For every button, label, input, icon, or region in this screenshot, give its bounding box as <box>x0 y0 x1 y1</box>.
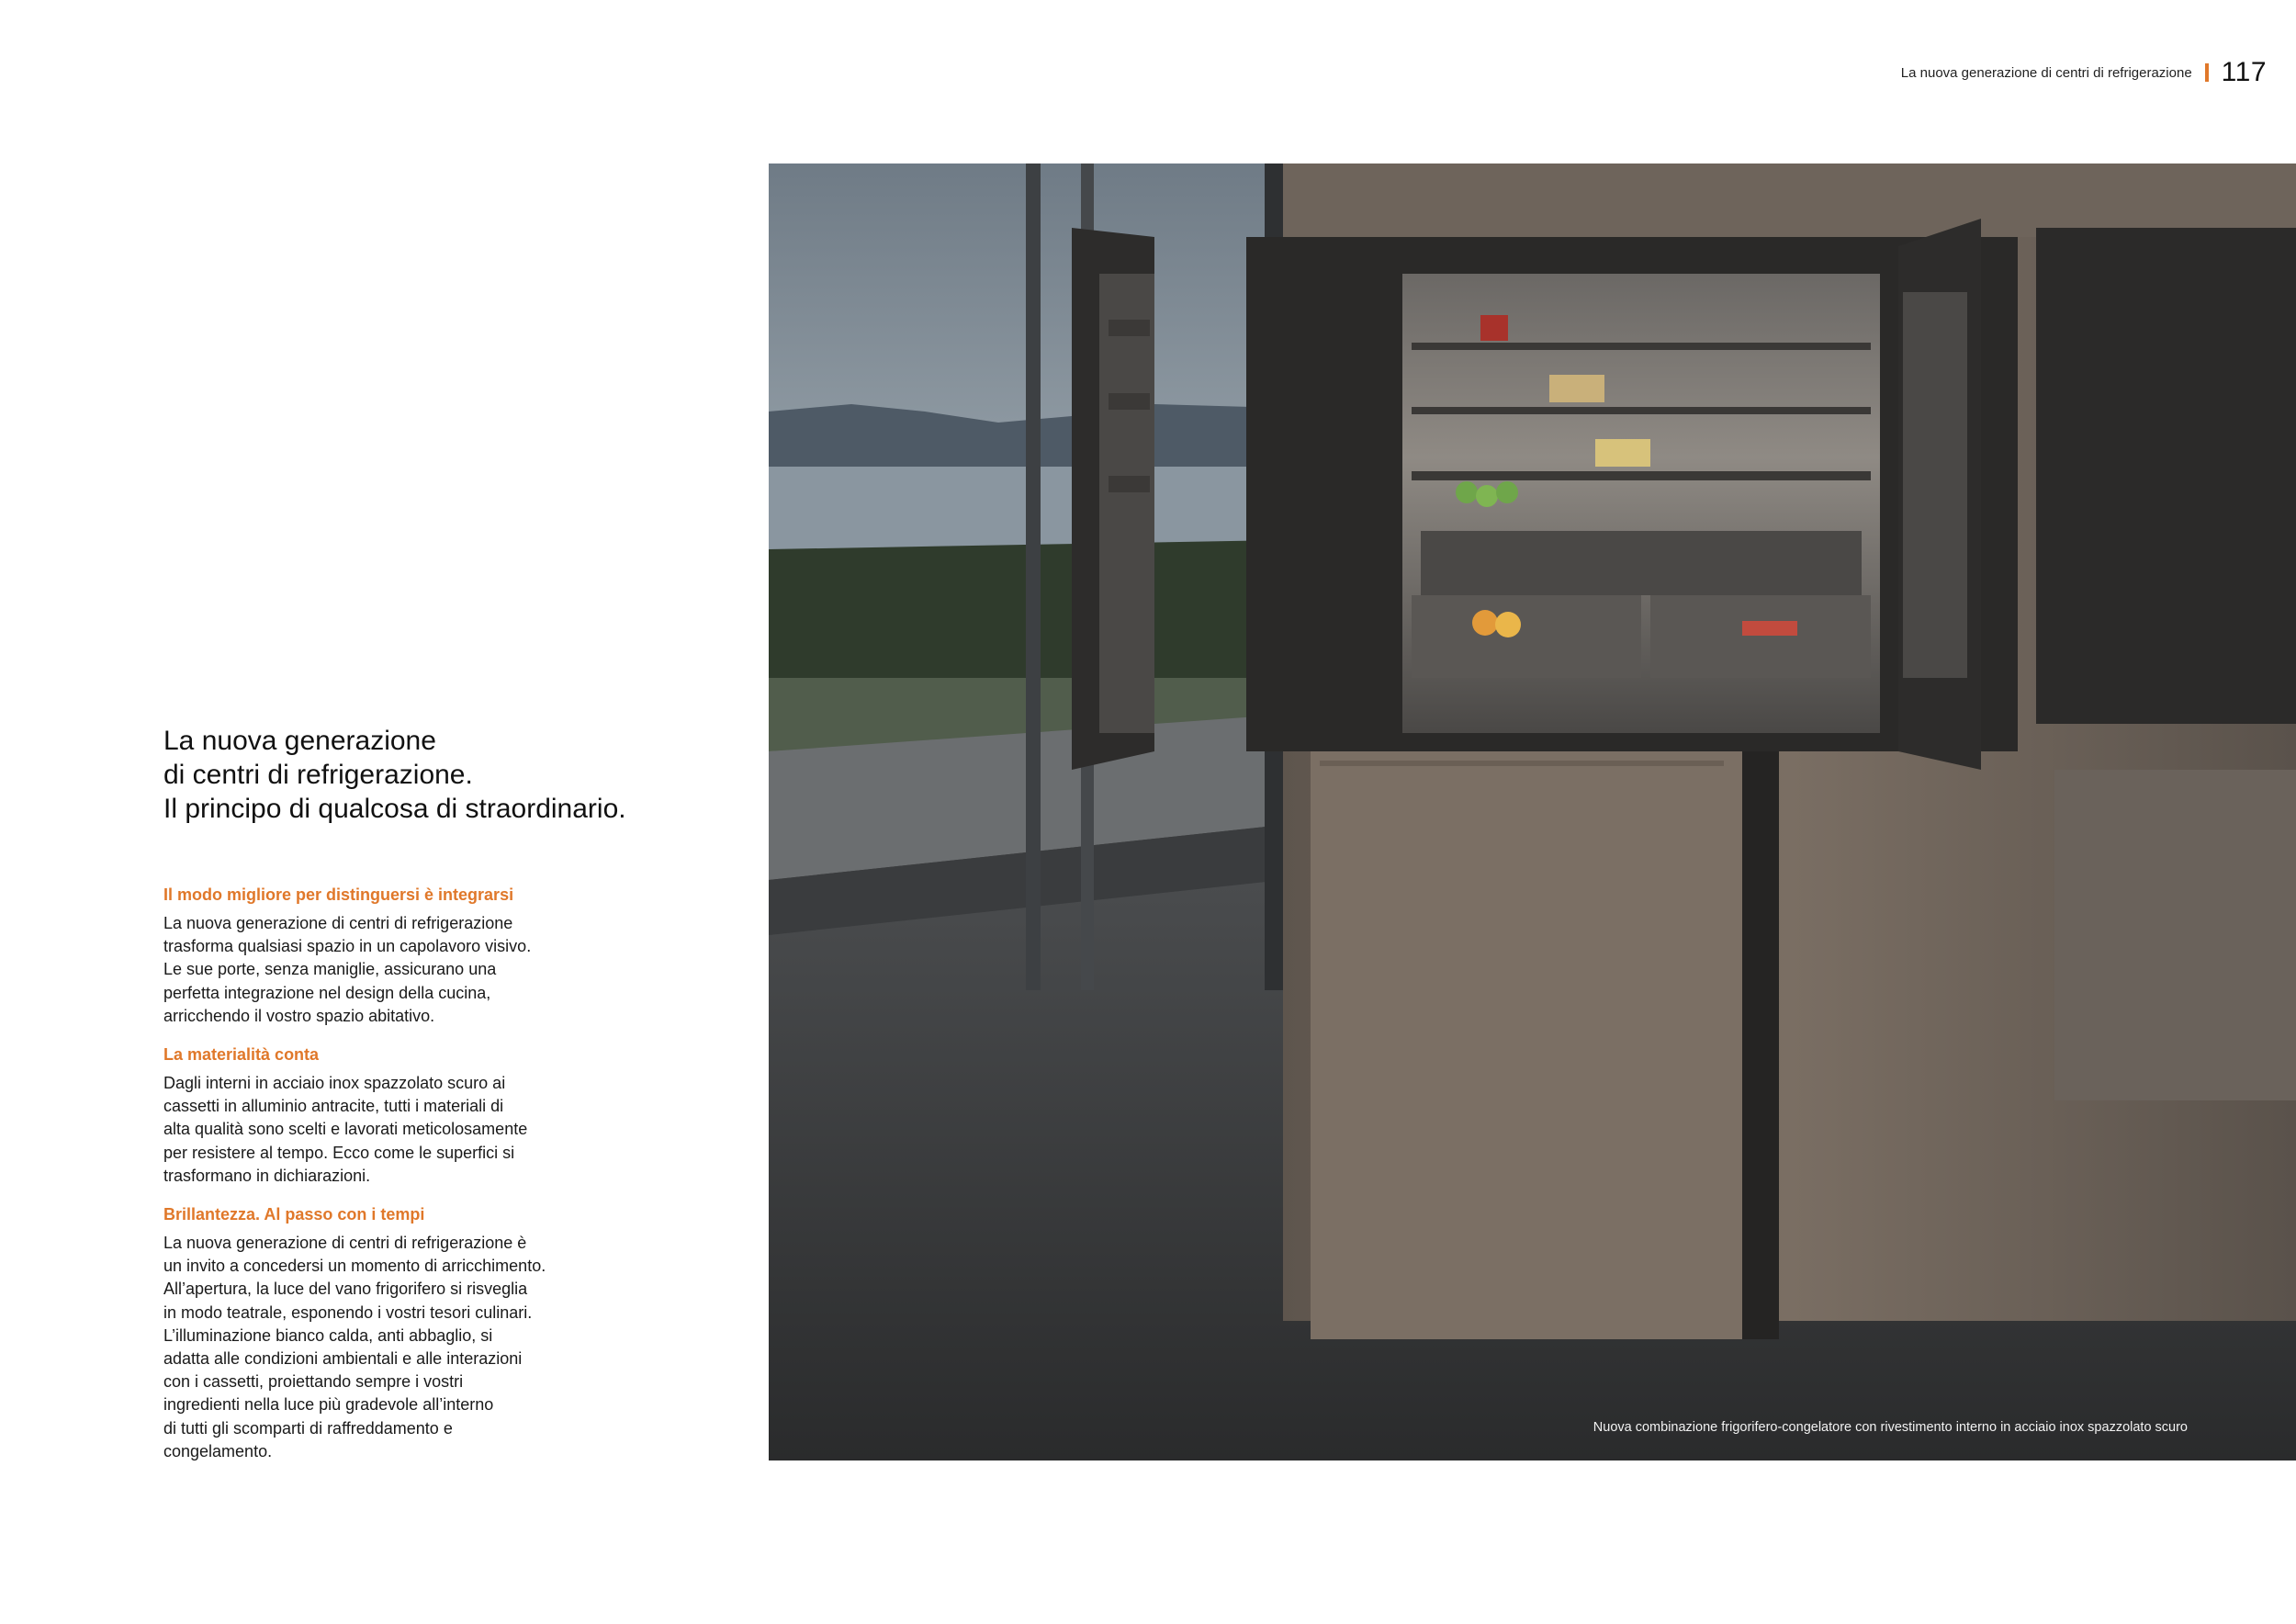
body-line: Le sue porte, senza maniglie, assicurano una <box>163 960 497 979</box>
body-line: adatta alle condizioni ambientali e alle interazioni <box>163 1349 523 1369</box>
intro-line: di centri di refrigerazione. <box>163 760 473 790</box>
body-line: perfetta integrazione nel design della cucina, <box>163 983 491 1002</box>
body-sections <box>163 884 568 1479</box>
body-line: La nuova generazione di centri di refrigerazione è <box>163 1234 527 1253</box>
body-line: ingredienti nella luce più gradevole all’interno <box>163 1395 494 1415</box>
section-heading: La materialità conta <box>163 1045 320 1065</box>
body-line: L’illuminazione bianco calda, anti abbaglio, si <box>163 1325 493 1345</box>
body-line: in modo teatrale, esponendo i vostri tesori culinari. <box>163 1303 533 1322</box>
fridge-illustration <box>769 164 2296 1460</box>
body-line: Dagli interni in acciaio inox spazzolato scuro ai <box>163 1074 506 1093</box>
body-line: con i cassetti, proiettando sempre i vostri <box>163 1372 464 1392</box>
body-line: congelamento. <box>163 1441 273 1460</box>
body-line: arricchendo il vostro spazio abitativo. <box>163 1006 435 1025</box>
running-title: La nuova generazione di centri di refrigerazione <box>1900 64 2192 81</box>
section-integration <box>163 884 568 1028</box>
body-line: un invito a concedersi un momento di arricchimento. <box>163 1257 546 1276</box>
page-number: 117 <box>2221 57 2267 87</box>
section-lighting <box>163 1203 568 1463</box>
body-line: La nuova generazione di centri di refrigerazione <box>163 914 513 932</box>
body-line: trasformano in dichiarazioni. <box>163 1166 371 1185</box>
body-line: All’apertura, la luce del vano frigorifero si risveglia <box>163 1280 528 1299</box>
intro-line: Il principo di qualcosa di straordinario. <box>163 794 626 824</box>
header-separator <box>2205 63 2209 82</box>
section-heading: Il modo migliore per distinguersi è integrarsi <box>163 885 514 904</box>
body-line: alta qualità sono scelti e lavorati meticolosamente <box>163 1120 528 1139</box>
intro-heading <box>163 724 751 826</box>
running-header <box>1901 57 2267 88</box>
photo-caption: Nuova combinazione frigorifero-congelatore con rivestimento interno in acciaio inox spazzolato scuro <box>1593 1420 2188 1435</box>
body-line: cassetti in alluminio antracite, tutti i materiali di <box>163 1097 504 1116</box>
kitchen-fridge-photo <box>769 164 2296 1460</box>
section-materials <box>163 1043 568 1188</box>
section-heading: Brillantezza. Al passo con i tempi <box>163 1205 425 1224</box>
body-line: per resistere al tempo. Ecco come le superfici si <box>163 1143 515 1162</box>
intro-line: La nuova generazione <box>163 726 436 756</box>
body-line: trasforma qualsiasi spazio in un capolavoro visivo. <box>163 937 532 956</box>
body-line: di tutti gli scomparti di raffreddamento e <box>163 1418 453 1438</box>
